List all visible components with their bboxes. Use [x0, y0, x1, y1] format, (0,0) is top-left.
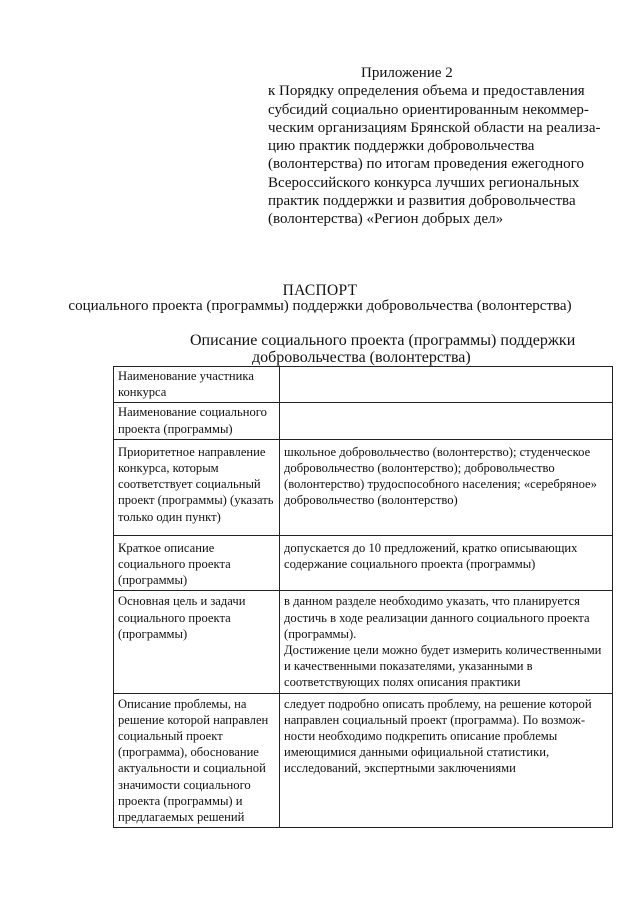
row-label [114, 367, 280, 403]
label-line: проекта (программы) и [118, 793, 243, 808]
row-value [280, 439, 613, 535]
appendix-line: (волонтерства) по итогам проведения ежегодного [268, 156, 584, 173]
label-line: проекта (программы) [118, 421, 233, 436]
appendix-line: субсидий социально ориентированным некоммер- [268, 101, 589, 118]
appendix-block [268, 64, 613, 229]
passport-title: ПАСПОРТ [282, 282, 358, 299]
label-line: (программа), обоснование [118, 745, 259, 760]
label-line: (программы) [118, 573, 188, 588]
label-line: социальный проект [118, 729, 223, 744]
row-value [280, 535, 613, 591]
table-row [114, 403, 613, 439]
value-line: добровольчество (волонтерство) [284, 493, 458, 508]
label-line: значимости социального [118, 777, 251, 792]
label-line: Краткое описание [118, 540, 215, 555]
value-line: имеющимися данными официальной статистики, [284, 745, 550, 760]
row-value [280, 591, 613, 693]
label-line: только один пункт) [118, 509, 221, 524]
label-line: Наименование социального [118, 405, 267, 420]
table-row [114, 439, 613, 535]
value-line: содержание социального проекта (программы) [284, 557, 536, 572]
label-line: конкурса [118, 385, 167, 400]
value-line: и качественными показателями, указанными в [284, 659, 533, 674]
table-row [114, 591, 613, 693]
row-label [114, 535, 280, 591]
value-line: (волонтерство) трудоспособного населения; «серебряное» [284, 477, 597, 492]
value-line: исследований, экспертными заключениями [284, 761, 516, 776]
appendix-line: практик поддержки и развития добровольчества [268, 193, 576, 210]
appendix-line: ческим организациям Брянской области на реализа- [268, 119, 601, 136]
row-label [114, 591, 280, 693]
label-line: социального проекта [118, 610, 231, 625]
value-line: ности необходимо подкрепить описание проблемы [284, 729, 558, 744]
description-title [190, 332, 590, 366]
row-value [280, 403, 613, 439]
appendix-title: Приложение 2 [361, 65, 453, 81]
row-label [114, 693, 280, 828]
passport-table [113, 366, 613, 828]
value-line: направлен социальный проект (программа). По возмож- [284, 712, 586, 727]
appendix-line: Всероссийского конкурса лучших региональных [268, 174, 580, 191]
value-line: добровольчество (волонтерство); добровольчество [284, 461, 555, 476]
label-line: соответствует социальный [118, 477, 261, 492]
appendix-line: цию практик поддержки добровольчества [268, 138, 535, 155]
label-line: конкурса, которым [118, 461, 219, 476]
row-value [280, 693, 613, 828]
value-line: следует подробно описать проблему, на решение которой [284, 696, 592, 711]
label-line: проект (программы) (указать [118, 493, 274, 508]
description-title-line: добровольчества (волонтерства) [252, 349, 471, 366]
label-line: (программы) [118, 626, 188, 641]
row-label [114, 439, 280, 535]
label-line: Основная цель и задачи [118, 594, 246, 609]
value-line: достичь в ходе реализации данного социального проекта [284, 610, 590, 625]
label-line: предлагаемых решений [118, 810, 245, 825]
appendix-line: к Порядку определения объема и предоставления [268, 83, 585, 100]
row-value [280, 367, 613, 403]
row-label [114, 403, 280, 439]
value-line: Достижение цели можно будет измерить количественными [284, 643, 602, 658]
table-row [114, 693, 613, 828]
passport-subtitle: социального проекта (программы) поддержки добровольчества (волонтерства) [68, 298, 572, 314]
table-row [114, 535, 613, 591]
label-line: Приоритетное направление [118, 444, 266, 459]
appendix-line: (волонтерства) «Регион добрых дел» [268, 211, 504, 228]
label-line: Описание проблемы, на [118, 696, 247, 711]
description-title-line: Описание социального проекта (программы) поддержки [190, 332, 576, 349]
value-line: допускается до 10 предложений, кратко описывающих [284, 540, 578, 555]
value-line: в данном разделе необходимо указать, что планируется [284, 594, 580, 609]
label-line: Наименование участника [118, 369, 254, 383]
table-row [114, 367, 613, 403]
label-line: актуальности и социальной [118, 761, 266, 776]
value-line: (программы). [284, 626, 357, 641]
value-line: соответствующих полях описания практики [284, 675, 521, 690]
label-line: решение которой направлен [118, 712, 269, 727]
value-line: школьное добровольчество (волонтерство); студенческое [284, 444, 591, 459]
label-line: социального проекта [118, 557, 231, 572]
